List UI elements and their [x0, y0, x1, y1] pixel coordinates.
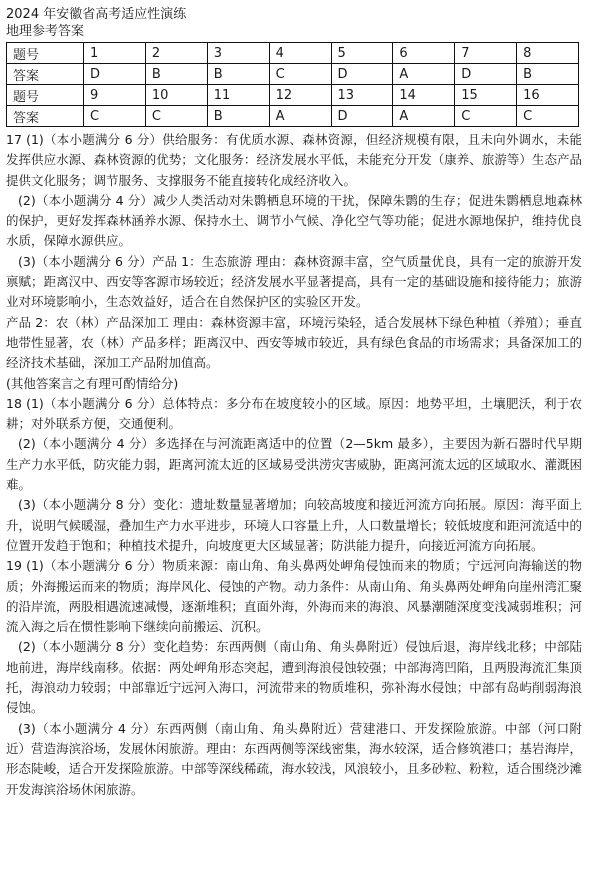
table-cell: B [207, 106, 269, 127]
answer-body [6, 130, 582, 800]
answer-paragraph: 产品 2：农（林）产品深加工 理由：森林资源丰富，环境污染轻，适合发展林下绿色种植（养殖）；垂直地带性显著，农（林）产品多样；距离汉中、西安等城市较近，具有绿色食品的市场需求；具备深加工的经济技术基础，深加工产品附加值高。 [6, 314, 582, 371]
table-cell: 12 [269, 85, 331, 106]
table-cell: C [455, 106, 517, 127]
answer-paragraph: 19 (1)（本小题满分 6 分）物质来源：南山角、角头鼻两处岬角侵蚀而来的物质；宁远河向海输送的物质；外海搬运而来的物质；海岸风化、侵蚀的产物。动力条件：从南山角、角头鼻两处岬角向崖州湾汇聚的沿岸流，两股相遇流速减慢，逐渐堆积；直面外海，外海而来的海浪、风暴潮随深度变浅减弱堆积；河流入海之后在惯性影响下继续向前搬运、沉积。 [6, 558, 582, 635]
table-row [7, 64, 579, 85]
answer-paragraph: 18 (1)（本小题满分 6 分）总体特点：多分布在坡度较小的区域。原因：地势平坦，土壤肥沃，利于农耕；对外联系方便，交通便利。 [6, 395, 582, 432]
table-cell: 3 [207, 43, 269, 64]
table-cell: 14 [393, 85, 455, 106]
table-row [7, 85, 579, 106]
table-cell: 4 [269, 43, 331, 64]
table-cell: C [517, 106, 579, 127]
table-cell: 8 [517, 43, 579, 64]
table-cell: 5 [331, 43, 393, 64]
table-cell: 答案 [7, 64, 84, 85]
answer-paragraph: (其他答案言之有理可酌情给分) [6, 375, 179, 391]
table-cell: D [331, 64, 393, 85]
table-cell: A [269, 106, 331, 127]
table-cell: B [207, 64, 269, 85]
answer-paragraph: (3)（本小题满分 8 分）变化：遗址数量显著增加；向较高坡度和接近河流方向拓展。原因：海平面上升，说明气候暖湿，叠加生产力水平进步，环境人口容量上升，人口数量增长；较低坡度和距河流适中的位置开发趋于饱和；种植技术提升，向坡度更大区域显著；防洪能力提升，向接近河流方向拓展。 [6, 497, 582, 553]
table-row [7, 43, 579, 64]
table-cell: 15 [455, 85, 517, 106]
answer-table [6, 42, 579, 127]
table-cell: B [145, 64, 207, 85]
table-cell: 题号 [7, 85, 84, 106]
table-cell: C [269, 64, 331, 85]
table-cell: A [393, 106, 455, 127]
table-cell: B [517, 64, 579, 85]
answer-paragraph: (3)（本小题满分 6 分）产品 1：生态旅游 理由：森林资源丰富，空气质量优良，具有一定的旅游开发禀赋；距离汉中、西安等客源市场较近；经济发展水平显著提高，具有一定的基础设施和接待能力；旅游业对环境影响小，生态效益好，适合在自然保护区的实验区开发。 [6, 253, 582, 310]
table-cell: D [84, 64, 146, 85]
table-cell: 10 [145, 85, 207, 106]
answer-paragraph: (2)（本小题满分 4 分）减少人类活动对朱鹮栖息环境的干扰，保障朱鹮的生存；促进朱鹮栖息地森林的保护，更好发挥森林涵养水源、保持水土、调节小气候、净化空气等功能；促进水源地保护，维持优良水质，保障水源供应。 [6, 192, 582, 249]
table-cell: 2 [145, 43, 207, 64]
table-row [7, 106, 579, 127]
table-cell: 6 [393, 43, 455, 64]
table-cell: 1 [84, 43, 146, 64]
answer-paragraph: 17 (1)（本小题满分 6 分）供给服务：有优质水源、森林资源，但经济规模有限，且未向外调水，未能发挥供应水源、森林资源的优势；文化服务：经济发展水平低，未能充分开发（康养、旅游等）生态产品提供文化服务；调节服务、支撑服务不能直接转化成经济收入。 [6, 132, 582, 188]
table-cell: 13 [331, 85, 393, 106]
table-cell: 答案 [7, 106, 84, 127]
table-cell: C [84, 106, 146, 127]
answer-paragraph: (2)（本小题满分 4 分）多选择在与河流距离适中的位置（2—5km 最多），主要因为新石器时代早期生产力水平低，防灾能力弱，距离河流太近的区域易受洪涝灾害威胁，距离河流太远的区域取水、灌溉困难。 [6, 436, 582, 493]
table-cell: 16 [517, 85, 579, 106]
table-cell: D [331, 106, 393, 127]
table-cell: A [393, 64, 455, 85]
answer-paragraph: (2)（本小题满分 8 分）变化趋势：东西两侧（南山角、角头鼻附近）侵蚀后退，海岸线北移；中部陆地前进，海岸线南移。依据：两处岬角形态突起，遭到海浪侵蚀较强；中部海湾凹陷，且两股海流汇集顶托，海浪动力较弱；中部靠近宁远河入海口，河流带来的物质堆积，弥补海水侵蚀；中部有岛屿削弱海浪侵蚀。 [6, 639, 582, 716]
table-cell: C [145, 106, 207, 127]
document-subtitle: 地理参考答案 [6, 24, 85, 39]
answer-paragraph: (3)（本小题满分 4 分）东西两侧（南山角、角头鼻附近）营建港口、开发探险旅游。中部（河口附近）营造海滨浴场，发展休闲旅游。理由：东西两侧等深线密集，海水较深，适合修筑港口；基岩海岸，形态陡峻，适合开发探险旅游。中部等深线稀疏，海水较浅，风浪较小，且多砂粒、粉粒，适合围绕沙滩开发海滨浴场休闲旅游。 [6, 720, 582, 797]
table-cell: 9 [84, 85, 146, 106]
document-title: 2024 年安徽省高考适应性演练 [6, 7, 187, 22]
table-cell: 题号 [7, 43, 84, 64]
table-cell: D [455, 64, 517, 85]
table-cell: 11 [207, 85, 269, 106]
table-cell: 7 [455, 43, 517, 64]
